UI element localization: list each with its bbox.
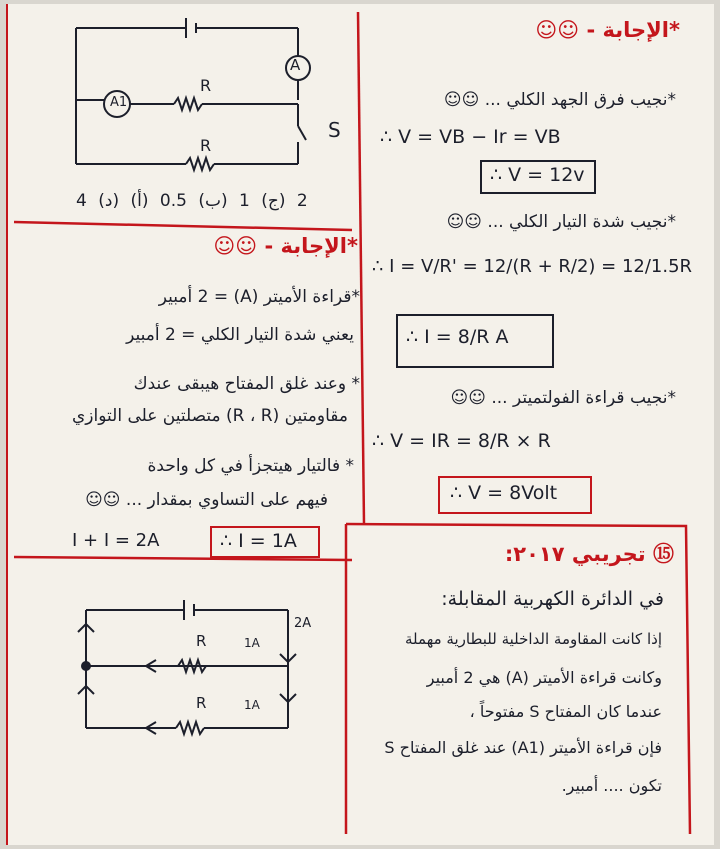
question-line-4: عندما كان المفتاح S مفتوحاً ،: [469, 702, 662, 721]
right-result-3: ∴ V = 8Volt: [450, 482, 558, 504]
left-line-6: فيهم على التساوي بمقدار ... ☺☺: [85, 490, 328, 510]
switch-label: S: [328, 118, 341, 142]
question-line-2: إذا كانت المقاومة الداخلية للبطارية مهملة: [405, 630, 662, 648]
left-answer-heading: *الإجابة - ☺☺: [213, 234, 358, 258]
right-equation-2: ∴ I = V/R' = 12/(R + R/2) = 12/1.5R: [372, 256, 693, 277]
right-line-2: *نجيب شدة التيار الكلي ... ☺☺: [446, 212, 676, 232]
worksheet-page: [6, 4, 714, 845]
resistor-label-3: R: [196, 632, 207, 650]
right-line-3: *نجيب قراءة الفولتميتر ... ☺☺: [450, 388, 676, 408]
left-line-2: يعني شدة التيار الكلي = 2 أمبير: [126, 325, 354, 345]
left-line-1: *قراءة الأميتر (A) = 2 أمبير: [158, 287, 360, 307]
left-line-5: * فالتيار هيتجزأ في كل واحدة: [147, 456, 354, 476]
circuit-diagram-2: [78, 600, 296, 734]
branch-current-1: 1A: [244, 636, 260, 650]
resistor-label-2: R: [200, 136, 212, 155]
right-result-1: ∴ V = 12v: [490, 164, 585, 186]
resistor-label-1: R: [200, 76, 212, 95]
question-line-3: وكانت قراءة الأميتر (A) هي 2 أمبير: [426, 668, 662, 687]
current-2a-label: 2A: [294, 616, 312, 631]
right-result-2: ∴ I = 8/R A: [406, 326, 509, 348]
left-line-4: مقاومتين (R ، R) متصلتين على التوازي: [71, 406, 348, 426]
left-separator-1: [14, 222, 352, 230]
left-result: ∴ I = 1A: [220, 530, 297, 552]
left-equation: I + I = 2A: [72, 530, 160, 551]
right-equation-1: ∴ V = VB − Ir = VB: [380, 126, 561, 148]
left-line-3: * وعند غلق المفتاح هيبقى عندك: [133, 374, 360, 394]
answer-options: 4 (د) 2 (ج) 1 (ب) 0.5 (أ): [76, 191, 308, 211]
column-divider: [358, 12, 364, 524]
ammeter-a-label: A: [290, 56, 301, 74]
question-line-6: تكون .... أمبير.: [561, 776, 662, 795]
right-line-1: *نجيب فرق الجهد الكلي ... ☺☺: [443, 90, 676, 110]
question-line-5: فإن قراءة الأميتر (A1) عند غلق المفتاح S: [384, 738, 662, 757]
resistor-label-4: R: [196, 694, 207, 712]
circuit-diagram-1: [76, 18, 310, 170]
branch-current-2: 1A: [244, 698, 260, 712]
question-line-1: في الدائرة الكهربية المقابلة:: [441, 588, 664, 610]
right-answer-heading: *الإجابة - ☺☺: [535, 18, 680, 42]
question-heading: ⑮ تجريبي ٢٠١٧:: [504, 542, 674, 566]
ammeter-a1-label: A1: [110, 95, 128, 110]
right-equation-3: ∴ V = IR = 8/R × R: [372, 430, 551, 452]
